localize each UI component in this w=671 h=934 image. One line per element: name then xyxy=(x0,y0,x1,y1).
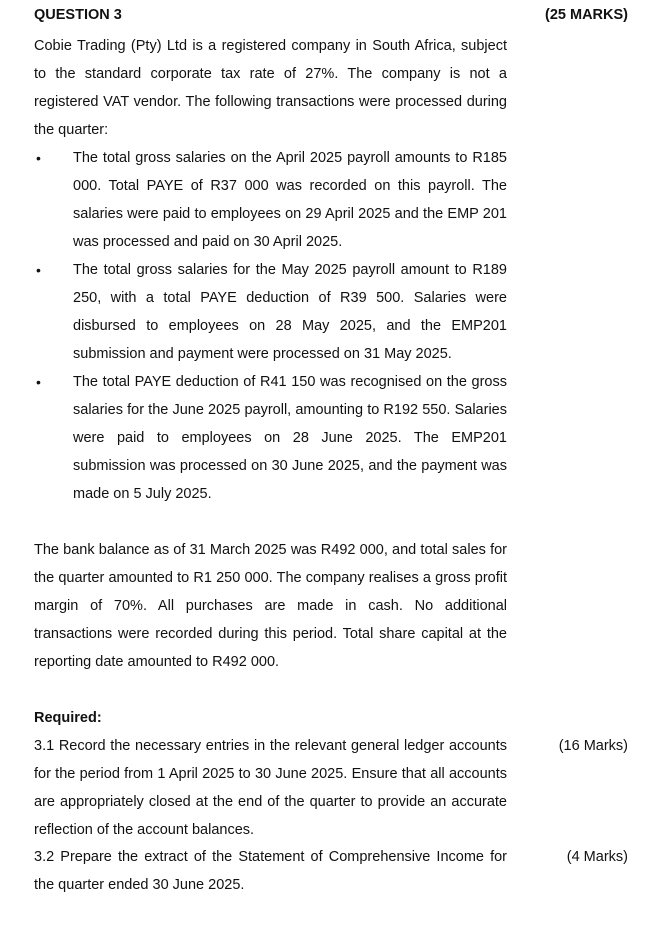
question-title: QUESTION 3 xyxy=(34,7,122,23)
bullet-icon: • xyxy=(36,150,41,166)
required-item-3-2 xyxy=(34,843,628,899)
transaction-list xyxy=(34,144,507,508)
transaction-item-april xyxy=(34,144,507,256)
transaction-text: The total gross salaries for the May 2025 payroll amount to R189 250, with a total PAYE deduction of R39 500. Salaries were disbursed to employees on 28 May 2025, and the EMP201 submission and payment were processed on 31 May 2025. xyxy=(73,262,507,362)
intro-paragraph: Cobie Trading (Pty) Ltd is a registered company in South Africa, subject to the standard corporate tax rate of 27%. The company is not a registered VAT vendor. The following transactions were processed during the quarter: xyxy=(34,38,507,138)
question-header xyxy=(34,7,628,29)
required-item-marks: (16 Marks) xyxy=(558,738,628,754)
question-total-marks: (25 MARKS) xyxy=(545,7,628,23)
required-item-marks: (4 Marks) xyxy=(566,849,628,865)
required-item-text: 3.2 Prepare the extract of the Statement of Comprehensive Income for the quarter ended 30 June 2025. xyxy=(34,849,507,893)
bullet-icon: • xyxy=(36,262,41,278)
closing-paragraph: The bank balance as of 31 March 2025 was R492 000, and total sales for the quarter amounted to R1 250 000. The company realises a gross profit margin of 70%. All purchases are made in cash. No additional transactions were recorded during this period. Total share capital at the reporting date amounted to R492 000. xyxy=(34,542,507,670)
transaction-text: The total PAYE deduction of R41 150 was recognised on the gross salaries for the June 2025 payroll, amounting to R192 550. Salaries were paid to employees on 28 June 2025. The EMP201 submission was processed on 30 June 2025, and the payment was made on 5 July 2025. xyxy=(73,374,507,502)
transaction-item-june xyxy=(34,368,507,508)
bullet-icon: • xyxy=(36,374,41,390)
transaction-text: The total gross salaries on the April 2025 payroll amounts to R185 000. Total PAYE of R37 000 was recorded on this payroll. The salaries were paid to employees on 29 April 2025 and the EMP 201 was processed and paid on 30 April 2025. xyxy=(73,150,507,250)
transaction-item-may xyxy=(34,256,507,368)
required-heading: Required: xyxy=(34,710,102,726)
required-item-text: 3.1 Record the necessary entries in the relevant general ledger accounts for the period from 1 April 2025 to 30 June 2025. Ensure that all accounts are appropriately closed at the end of the quarter to provide an accurate reflection of the account balances. xyxy=(34,738,507,838)
required-item-3-1 xyxy=(34,732,628,844)
